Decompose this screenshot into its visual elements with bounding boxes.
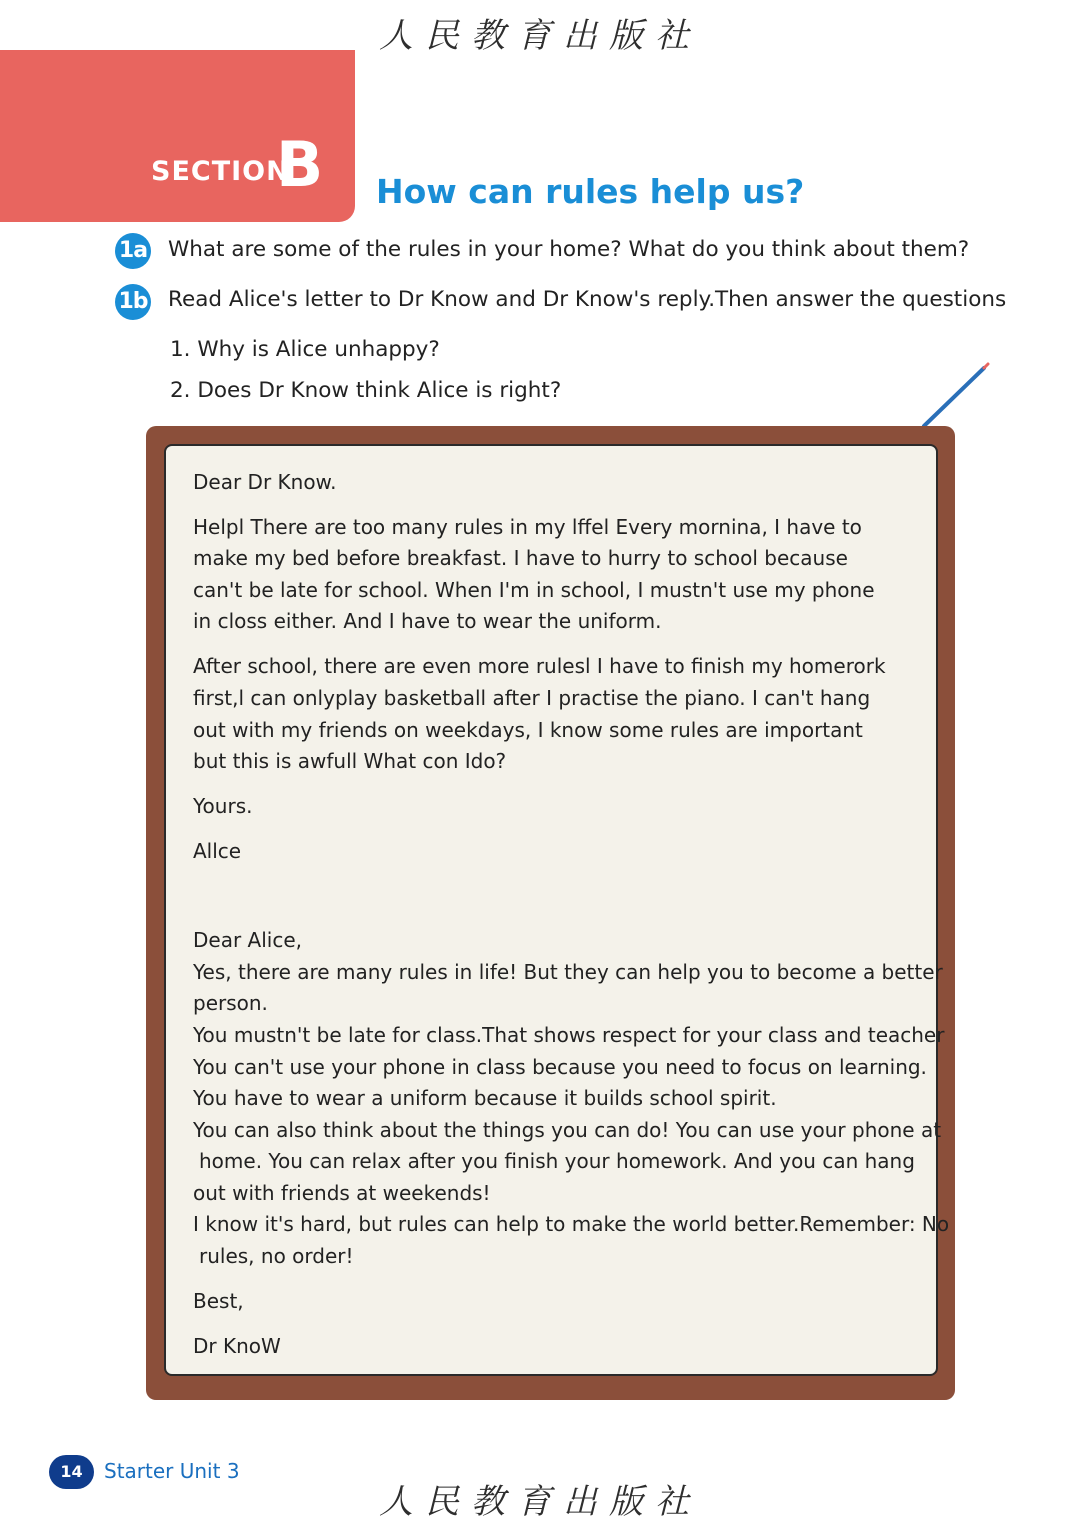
reply-line: person. xyxy=(193,991,268,1015)
reply-line: I know it's hard, but rules can help to make the world better.Remember: No xyxy=(193,1212,950,1236)
pencil-icon xyxy=(920,362,992,430)
question-1: 1. Why is Alice unhappy? xyxy=(170,337,440,362)
reply-line: rules, no order! xyxy=(199,1244,354,1268)
letter-line: first,l can onlyplay basketball after I practise the piano. I can't hang xyxy=(193,686,871,710)
unit-label: Starter Unit 3 xyxy=(104,1459,240,1483)
letter-line: make my bed before breakfast. I have to hurry to school because xyxy=(193,546,848,570)
letter-line: but this is awfull What con Ido? xyxy=(193,749,507,773)
task-badge-1a: 1a xyxy=(115,233,151,269)
task-badge-1b: 1b xyxy=(115,284,151,320)
section-label: SECTION xyxy=(151,156,290,187)
reply-line: out with friends at weekends! xyxy=(193,1181,491,1205)
reply-line: You can also think about the things you can do! You can use your phone at xyxy=(193,1118,942,1142)
reply-line: You mustn't be late for class.That shows respect for your class and teacher xyxy=(193,1023,945,1047)
question-2: 2. Does Dr Know think Alice is right? xyxy=(170,378,562,403)
letter-line: in closs either. And I have to wear the uniform. xyxy=(193,609,662,633)
reply-closing: Best, xyxy=(193,1289,244,1313)
reply-line: You can't use your phone in class because you need to focus on learning. xyxy=(193,1055,927,1079)
letter-greeting: Dear Dr Know. xyxy=(193,470,337,494)
section-letter: B xyxy=(276,128,324,201)
page-title: How can rules help us? xyxy=(376,172,805,211)
letter-line: Helpl There are too many rules in my lffel Every mornina, I have to xyxy=(193,515,862,539)
letter-line: After school, there are even more rulesl I have to finish my homerork xyxy=(193,654,886,678)
letter-signature: Allce xyxy=(193,839,242,863)
reply-signature: Dr KnoW xyxy=(193,1334,281,1358)
letter-line: can't be late for school. When I'm in school, I mustn't use my phone xyxy=(193,578,875,602)
page-number-badge: 14 xyxy=(49,1455,94,1489)
publisher-watermark-top: 人民教育出版社 xyxy=(379,16,701,56)
reply-greeting: Dear Alice, xyxy=(193,928,302,952)
letter-closing: Yours. xyxy=(193,794,253,818)
reply-line: You have to wear a uniform because it builds school spirit. xyxy=(193,1086,777,1110)
reply-line: Yes, there are many rules in life! But they can help you to become a better xyxy=(193,960,943,984)
task-text-1b: Read Alice's letter to Dr Know and Dr Know's reply.Then answer the questions xyxy=(168,287,1007,312)
reply-line: home. You can relax after you finish your homework. And you can hang xyxy=(199,1149,915,1173)
publisher-watermark-bottom: 人民教育出版社 xyxy=(379,1482,701,1522)
task-text-1a: What are some of the rules in your home? What do you think about them? xyxy=(168,237,970,262)
letter-line: out with my friends on weekdays, I know some rules are important xyxy=(193,718,863,742)
